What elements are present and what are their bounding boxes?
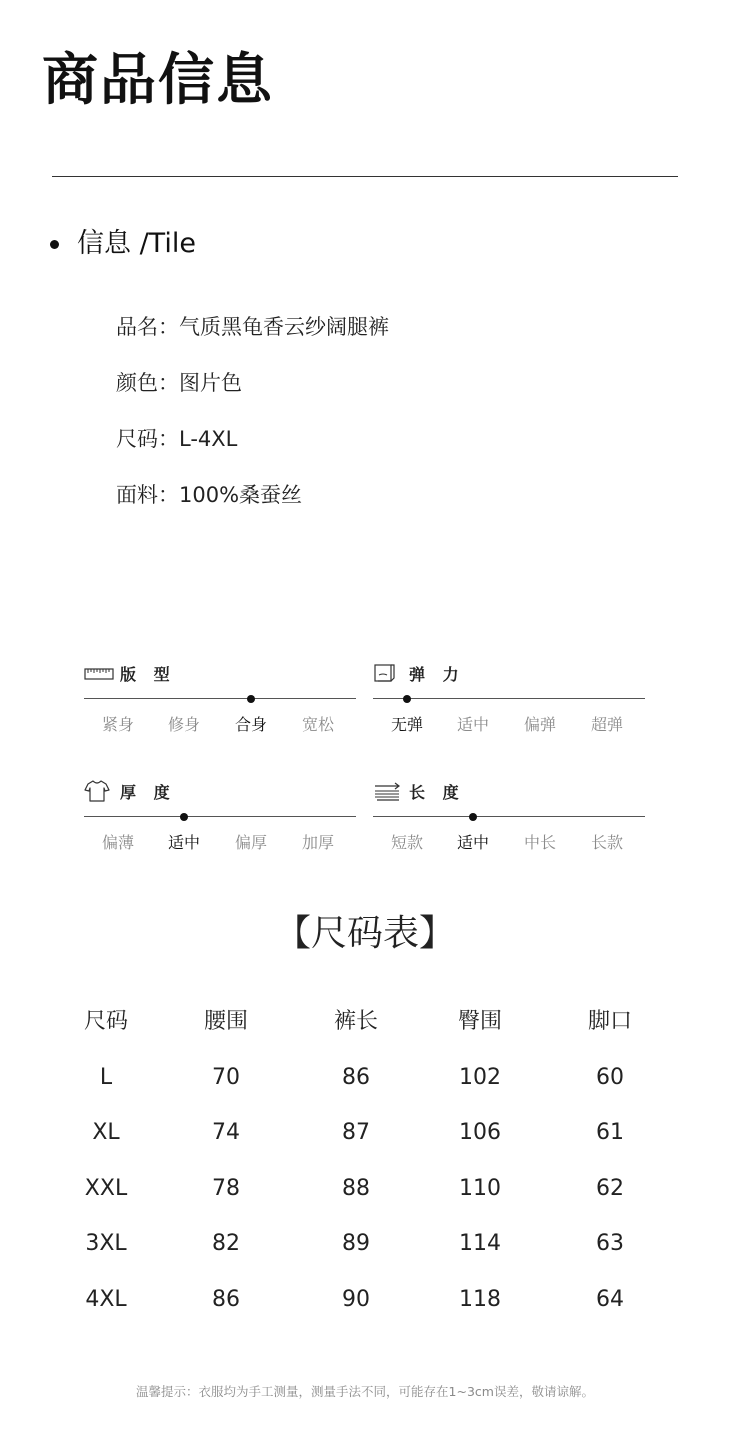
page-title: 商品信息	[42, 48, 274, 113]
attribute-title: 长 度	[409, 782, 465, 802]
attribute-length	[373, 778, 645, 858]
attribute-option: 偏弹	[523, 715, 556, 734]
table-cell: 118	[459, 1286, 501, 1312]
column-header: 裤长	[333, 1009, 378, 1034]
scale-marker	[469, 813, 477, 821]
table-cell: 62	[596, 1175, 624, 1201]
info-section-heading	[50, 226, 196, 262]
attribute-title: 版 型	[120, 664, 176, 684]
table-cell: XL	[92, 1120, 120, 1145]
length-arrows-icon	[373, 779, 403, 803]
attribute-option: 长款	[590, 833, 623, 852]
table-cell: 4XL	[85, 1286, 127, 1312]
table-cell: L	[99, 1064, 113, 1090]
attribute-option: 偏薄	[101, 833, 134, 852]
attribute-thickness	[84, 778, 356, 858]
info-label: 面料：	[116, 483, 179, 507]
info-row-fabric	[116, 480, 389, 536]
scale-line	[84, 698, 356, 699]
info-value: 气质黑龟香云纱阔腿裤	[179, 315, 389, 339]
info-value: 100%桑蚕丝	[179, 483, 303, 507]
attribute-option: 适中	[456, 833, 489, 852]
attribute-option: 宽松	[301, 715, 334, 734]
attribute-option: 适中	[456, 715, 489, 734]
attribute-option: 适中	[167, 833, 200, 852]
table-cell: 86	[342, 1064, 370, 1090]
product-info-list	[116, 312, 389, 536]
table-cell: 88	[342, 1175, 370, 1201]
info-value: L-4XL	[179, 427, 238, 451]
table-cell: 61	[596, 1120, 624, 1145]
attribute-option: 合身	[234, 715, 267, 734]
info-row-color	[116, 368, 389, 424]
scale-line	[84, 816, 356, 817]
table-cell: XXL	[84, 1175, 128, 1201]
book-icon	[373, 661, 403, 685]
size-chart-title: 【尺码表】	[274, 913, 455, 954]
title-divider	[52, 176, 678, 177]
attribute-option: 短款	[390, 833, 423, 852]
attribute-elasticity	[373, 660, 645, 740]
attribute-title: 弹 力	[409, 664, 465, 684]
column-header: 尺码	[83, 1009, 128, 1034]
column-header: 脚口	[587, 1009, 632, 1034]
table-row	[0, 1220, 730, 1276]
attribute-option: 修身	[167, 715, 200, 734]
shirt-icon	[84, 779, 114, 803]
attribute-option: 偏厚	[234, 833, 267, 852]
attribute-option: 加厚	[301, 833, 334, 852]
table-cell: 3XL	[85, 1231, 127, 1256]
scale-marker	[180, 813, 188, 821]
scale-marker	[403, 695, 411, 703]
bullet-icon	[50, 240, 59, 249]
table-header-row	[0, 998, 730, 1054]
table-cell: 90	[342, 1286, 370, 1312]
info-label: 品名：	[116, 315, 179, 339]
attribute-option: 中长	[523, 833, 556, 852]
attribute-option: 无弹	[390, 715, 423, 734]
table-cell: 86	[212, 1286, 240, 1312]
scale-line	[373, 816, 645, 817]
table-cell: 63	[596, 1231, 624, 1256]
info-row-name	[116, 312, 389, 368]
table-row	[0, 1054, 730, 1110]
table-cell: 78	[212, 1175, 240, 1201]
table-cell: 87	[342, 1120, 370, 1145]
table-cell: 106	[459, 1120, 501, 1145]
scale-line	[373, 698, 645, 699]
scale-marker	[247, 695, 255, 703]
table-row	[0, 1276, 730, 1332]
attribute-title: 厚 度	[120, 782, 176, 802]
table-cell: 60	[596, 1064, 624, 1090]
ruler-icon	[84, 661, 114, 685]
info-value: 图片色	[179, 371, 242, 395]
column-header: 腰围	[203, 1009, 248, 1034]
info-label: 尺码：	[116, 427, 179, 451]
table-row	[0, 1165, 730, 1221]
table-cell: 110	[459, 1175, 501, 1201]
attribute-option: 超弹	[590, 715, 623, 734]
table-cell: 89	[342, 1231, 370, 1256]
info-label: 颜色：	[116, 371, 179, 395]
attribute-fit	[84, 660, 356, 740]
table-cell: 102	[459, 1064, 501, 1090]
attribute-option: 紧身	[101, 715, 134, 734]
column-header: 臀围	[457, 1009, 502, 1034]
info-section-heading-text: 信息 /Tile	[77, 228, 196, 259]
table-cell: 82	[212, 1231, 240, 1256]
size-chart-table	[0, 998, 730, 1331]
table-cell: 70	[212, 1064, 240, 1090]
info-row-size	[116, 424, 389, 480]
table-row	[0, 1109, 730, 1165]
measurement-note: 温馨提示：衣服均为手工测量，测量手法不同，可能存在1~3cm误差，敬请谅解。	[136, 1384, 594, 1399]
table-cell: 74	[212, 1120, 240, 1145]
table-cell: 114	[459, 1231, 501, 1256]
table-cell: 64	[596, 1286, 624, 1312]
